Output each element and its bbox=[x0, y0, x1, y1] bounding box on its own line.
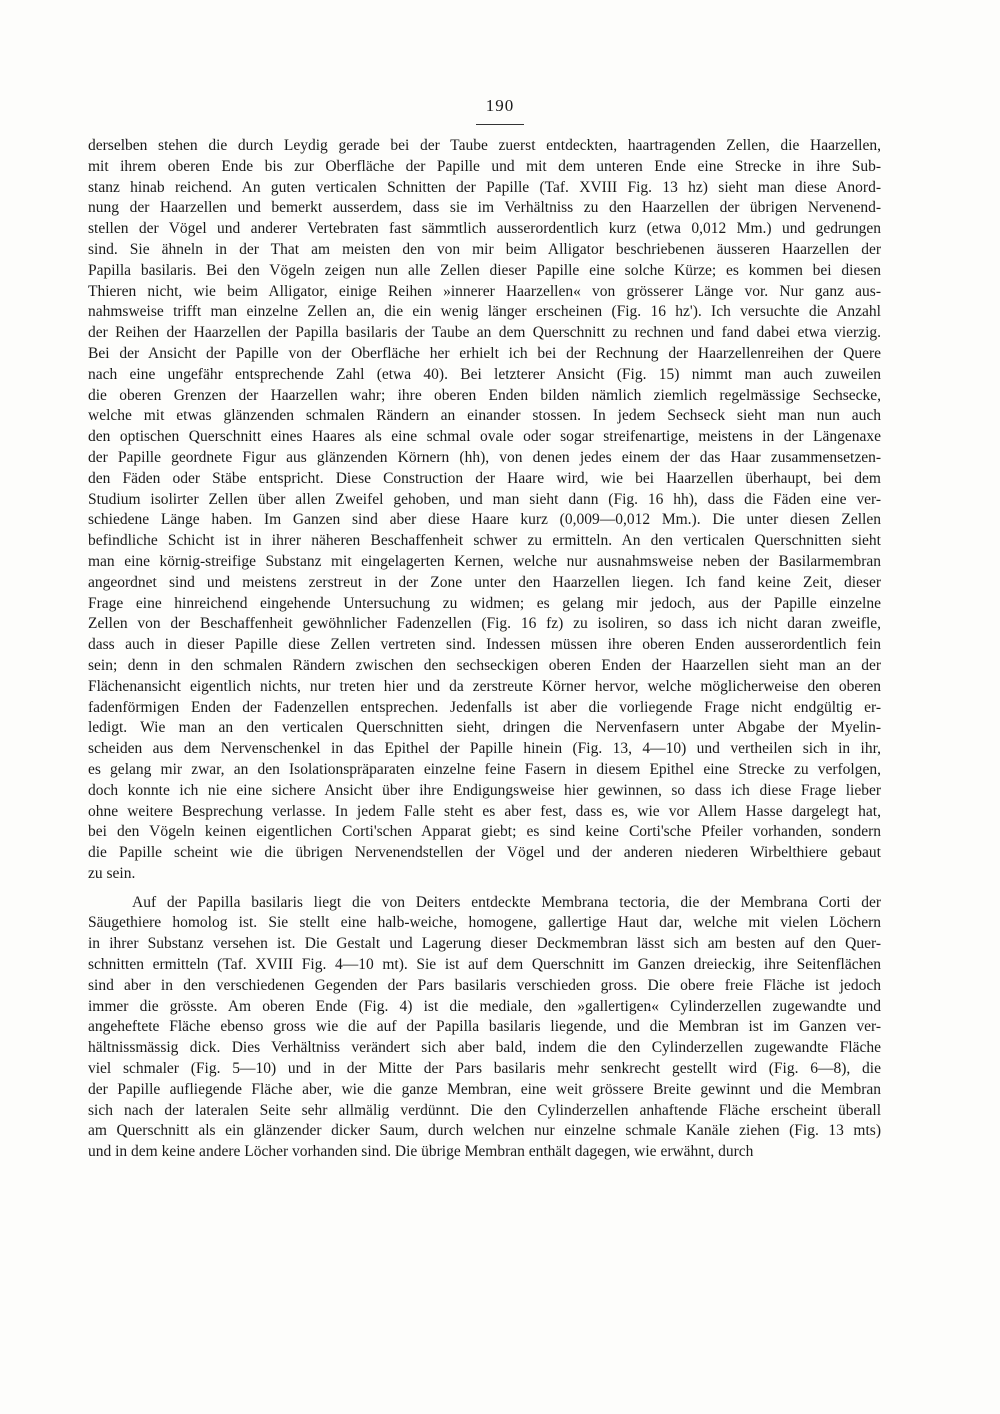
text-line: dass auch in dieser Papille diese Zellen vertreten sind. Indessen müssen ihre oberen Enden ausserordentlich fein bbox=[88, 636, 881, 654]
text-line: hältnissmässig dick. Dies Verhältniss verändert sich aber bald, indem die den Cylinderzellen zugewandte Fläche bbox=[88, 1039, 881, 1057]
text-line: Bei der Ansicht der Papille von der Oberfläche her erhielt ich bei der Rechnung der Haarzellenreihen der Quere bbox=[88, 344, 881, 362]
text-line: scheiden aus dem Nervenschenkel in das Epithel der Papille hinein (Fig. 13, 4—10) und vertheilen sich in ihr, bbox=[88, 740, 881, 758]
paragraph bbox=[88, 893, 881, 1163]
text-line: immer die grösste. Am oberen Ende (Fig. 4) ist die mediale, den »gallertigen« Cylinderzellen zugewandte und bbox=[88, 997, 881, 1015]
text-line: am Querschnitt als ein glänzender dicker Saum, durch welchen nur einzelne schmale Kanäle ziehen (Fig. 13 mts) bbox=[88, 1122, 881, 1140]
text-line: und in dem keine andere Löcher vorhanden sind. Die übrige Membran enthält dagegen, wie erwähnt, durch bbox=[88, 1143, 754, 1161]
text-line: befindliche Schicht ist in ihrer näheren Beschaffenheit schwer zu ermitteln. An den verticalen Querschnitten sieht bbox=[88, 532, 881, 550]
text-line: den Fäden oder Stäbe entspricht. Diese Construction der Haare wird, wie bei Haarzellen überhaupt, bei dem bbox=[88, 469, 881, 487]
page-number-rule bbox=[476, 124, 524, 125]
text-line: die oberen Grenzen der Haarzellen wahr; ihre oberen Enden bilden nämlich ziemlich regelmässige Sechsecke, bbox=[88, 386, 881, 404]
text-line: fadenförmigen Enden der Fadenzellen entsprechen. Jedenfalls ist aber die vorliegende Frage nicht endgültig er- bbox=[88, 698, 881, 716]
text-line: der Reihen der Haarzellen der Papilla basilaris der Taube an dem Querschnitt zu rechnen und fand dabei etwa vierzig. bbox=[88, 324, 881, 342]
text-line: mit ihrem oberen Ende bis zur Oberfläche der Papille und mit dem unteren Ende eine Strecke in ihre Sub- bbox=[88, 157, 881, 175]
text-line: derselben stehen die durch Leydig gerade bei der Taube zuerst entdeckten, haartragenden Zellen, die Haarzellen, bbox=[88, 137, 881, 154]
text-line: in ihrer Substanz versehen ist. Die Gestalt und Lagerung dieser Deckmembran lässt sich am besten auf den Quer- bbox=[88, 935, 881, 953]
text-line: Auf der Papilla basilaris liegt die von Deiters entdeckte Membrana tectoria, die der Membrana Corti der bbox=[132, 893, 881, 911]
text-line: den optischen Querschnitt eines Haares als eine schmal ovale oder sogar streifenartige, meistens in der Längenaxe bbox=[88, 428, 881, 446]
text-line: man eine körnig-streifige Substanz mit eingelagerten Kernen, welche nur ausnahmsweise neben der Basilarmembran bbox=[88, 552, 881, 570]
text-line: es gelang mir zwar, an den Isolationspräparaten einzelne feine Fasern in diesem Epithel eine Strecke zu verfolgen, bbox=[88, 760, 881, 778]
text-line: ledigt. Wie man an den verticalen Querschnitten sieht, dringen die Nervenfasern unter Abgabe der Myelin- bbox=[88, 719, 881, 737]
text-line: nung der Haarzellen und bemerkt ausserdem, dass sie im Verhältniss zu den Haarzellen der übrigen Nervenend- bbox=[88, 199, 881, 217]
text-line: sind aber in den verschiedenen Gegenden der Pars basilaris verschieden gross. Die obere freie Fläche ist jedoch bbox=[88, 976, 881, 994]
body-text bbox=[88, 136, 881, 1163]
text-line: der Papille aufliegende Fläche aber, wie die ganze Membran, eine weit grössere Breite gewinnt und die Membran bbox=[88, 1080, 881, 1098]
text-line: Papilla basilaris. Bei den Vögeln zeigen nun alle Zellen dieser Papille eine solche Kürze; es kommen bei diesen bbox=[88, 261, 881, 279]
text-line: stanz hinab reichend. An guten verticalen Schnitten der Papille (Taf. XVIII Fig. 13 hz) sieht man diese Anord- bbox=[88, 178, 881, 196]
page-number: 190 bbox=[485, 96, 515, 115]
paragraph-gap bbox=[88, 885, 881, 893]
text-line: Studium isolirter Zellen über allen Zweifel gehoben, und man sieht dann (Fig. 16 hh), dass die Fäden eine ver- bbox=[88, 490, 881, 508]
text-line: schnitten ermitteln (Taf. XVIII Fig. 4—10 mt). Sie ist auf dem Querschnitt im Ganzen dreieckig, ihre Seitenflächen bbox=[88, 956, 881, 974]
text-line: Frage eine hinreichend eingehende Untersuchung zu widmen; es gelang mir jedoch, aus der Papille einzelne bbox=[88, 594, 881, 612]
paragraph bbox=[88, 136, 881, 885]
text-line: doch konnte ich nie eine sichere Ansicht über ihre Endigungsweise hier gewinnen, so dass ich diese Frage lieber bbox=[88, 781, 881, 799]
text-line: sind. Sie ähneln in der That am meisten den von mir beim Alligator beschriebenen äusseren Haarzellen der bbox=[88, 240, 881, 258]
text-line: nach eine ungefähr entsprechende Zahl (etwa 40). Bei letzterer Ansicht (Fig. 15) nimmt man auch zuweilen bbox=[88, 365, 881, 383]
text-line: Flächenansicht eigentlich nichts, nur treten hier und da zerstreute Körner hervor, welche möglicherweise den oberen bbox=[88, 677, 881, 695]
text-line: der Papille geordnete Figur aus glänzenden Körnern (hh), von denen jedes einem der das Haar zusammensetzen- bbox=[88, 448, 881, 466]
text-line: Zellen von der Beschaffenheit gewöhnlicher Fadenzellen (Fig. 16 fz) zu isoliren, so dass ich nicht daran zweifle, bbox=[88, 615, 881, 633]
text-line: schiedene Länge haben. Im Ganzen sind aber diese Haare kurz (0,009—0,012 Mm.). Die unter diesen Zellen bbox=[88, 511, 881, 529]
text-line: sich nach der lateralen Seite sehr allmälig verdünnt. Die den Cylinderzellen anhaftende Fläche erscheint überall bbox=[88, 1101, 881, 1119]
text-line: welche mit etwas glänzenden schmalen Rändern an einander stossen. In jedem Sechseck sieht man nun auch bbox=[88, 407, 881, 425]
text-line: viel schmaler (Fig. 5—10) und in der Mitte der Pars basilaris mehr senkrecht gestellt wird (Fig. 6—8), die bbox=[88, 1060, 881, 1078]
text-line: angeordnet sind und meistens zerstreut in der Zone unter den Haarzellen liegen. Ich fand keine Zeit, dieser bbox=[88, 573, 881, 591]
text-line: die Papille scheint wie die übrigen Nervenendstellen der Vögel und der anderen niederen Wirbelthiere gebaut bbox=[88, 844, 881, 862]
text-line: angeheftete Fläche ebenso gross wie die auf der Papilla basilaris liegende, und die Membran ist im Ganzen ver- bbox=[88, 1018, 881, 1036]
text-line: sein; denn in den schmalen Rändern zwischen den sechseckigen oberen Enden der Haarzellen sieht man an der bbox=[88, 656, 881, 674]
text-line: ohne weitere Besprechung verlasse. In jedem Falle steht es aber fest, dass es, wie vor Allem Hasse dargelegt hat, bbox=[88, 802, 881, 820]
text-line: stellen der Vögel und anderer Vertebraten fast sämmtlich ausserordentlich kurz (etwa 0,012 Mm.) und gedrungen bbox=[88, 220, 881, 238]
text-line: nahmsweise trifft man einzelne Zellen an, die ein wenig länger erscheinen (Fig. 16 hz'). Ich versuchte die Anzahl bbox=[88, 303, 881, 321]
text-line: bei den Vögeln keinen eigentlichen Corti'schen Apparat giebt; es sind keine Corti'sche Pfeiler vorhanden, sondern bbox=[88, 823, 881, 841]
text-line: Säugethiere homolog ist. Sie stellt eine halb-weiche, homogene, gallertige Haut dar, welche mit vielen Löchern bbox=[88, 914, 881, 932]
text-line: Thieren nicht, wie beim Alligator, einige Reihen »innerer Haarzellen« von grösserer Länge vor. Nur ganz aus- bbox=[88, 282, 881, 300]
text-line: zu sein. bbox=[88, 864, 136, 882]
